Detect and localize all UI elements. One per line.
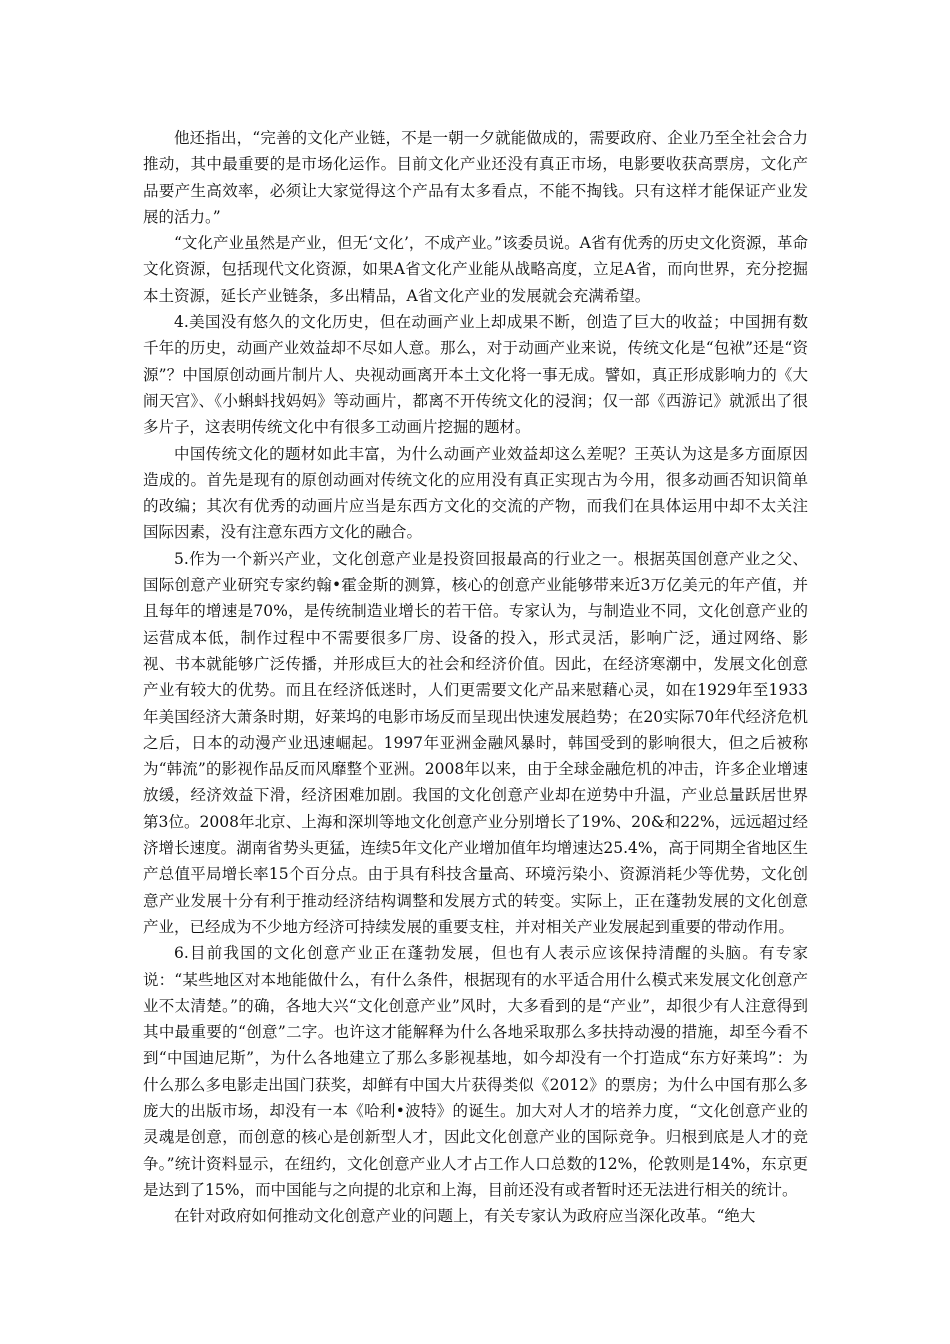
paragraph-5: 5.作为一个新兴产业，文化创意产业是投资回报最高的行业之一。根据英国创意产业之父、国际创意产业研究专家约翰•霍金斯的测算，核心的创意产业能够带来近3万亿美元的年产值，并且每年的增速是70%，是传统制造业增长的若干倍。专家认为，与制造业不同，文化创意产业的运营成本低，制作过程中不需要很多厂房、设备的投入，形式灵活，影响广泛，通过网络、影视、书本就能够广泛传播，并形成巨大的社会和经济价值。因此，在经济寒潮中，发展文化创意产业有较大的优势。而且在经济低迷时，人们更需要文化产品来慰藉心灵，如在1929年至1933年美国经济大萧条时期，好莱坞的电影市场反而呈现出快速发展趋势；在20实际70年代经济危机之后，日本的动漫产业迅速崛起。1997年亚洲金融风暴时，韩国受到的影响很大，但之后被称为“韩流”的影视作品反而风靡整个亚洲。2008年以来，由于全球金融危机的冲击，许多企业增速放缓，经济效益下滑，经济困难加剧。我国的文化创意产业却在逆势中升温，产业总量跃居世界第3位。2008年北京、上海和深圳等地文化创意产业分别增长了19%、20&和22%，远远超过经济增长速度。湖南省势头更猛，连续5年文化产业增加值年均增速达25.4%，高于同期全省地区生产总值平局增长率15个百分点。由于具有科技含量高、环境污染小、资源消耗少等优势，文化创意产业发展十分有利于推动经济结构调整和发展方式的转变。实际上，正在蓬勃发展的文化创意产业，已经成为不少地方经济可持续发展的重要支柱，并对相关产业发展起到重要的带动作用。 <box>143 549 808 936</box>
paragraph-6: 6.目前我国的文化创意产业正在蓬勃发展，但也有人表示应该保持清醒的头脑。有专家说：“某些地区对本地能做什么，有什么条件，根据现有的水平适合用什么模式来发展文化创意产业不太清楚。”的确，各地大兴“文化创意产业”风时，大多看到的是“产业”，却很少有人注意得到其中最重要的“创意”二字。也许这才能解释为什么各地采取那么多扶持动漫的措施，却至今看不到“中国迪尼斯”，为什么各地建立了那么多影视基地，如今却没有一个打造成“东方好莱坞”：为什么那么多电影走出国门获奖，却鲜有中国大片获得类似《2012》的票房；为什么中国有那么多庞大的出版市场，却没有一本《哈利•波特》的诞生。加大对人才的培养力度，“文化创意产业的灵魂是创意，而创意的核心是创新型人才，因此文化创意产业的国际竞争。归根到底是人才的竞争。”统计资料显示，在纽约，文化创意产业人才占工作人口总数的12%，伦敦则是14%，东京更是达到了15%，而中国能与之向提的北京和上海，目前还没有或者暂时还无法进行相关的统计。 <box>143 944 808 1199</box>
paragraph-4: 中国传统文化的题材如此丰富，为什么动画产业效益却这么差呢？王英认为这是多方面原因造成的。首先是现有的原创动画对传统文化的应用没有真正实现古为今用，很多动画否知识简单的改编；其次有优秀的动画片应当是东西方文化的交流的产物，而我们在具体运用中却不太关注国际因素，没有注意东西方文化的融合。 <box>143 444 808 542</box>
paragraph-2: “文化产业虽然是产业，但无‘文化’，不成产业。”该委员说。A省有优秀的历史文化资源，革命文化资源，包括现代文化资源，如果A省文化产业能从战略高度，立足A省，而向世界，充分挖掘本土资源，延长产业链条，多出精品，A省文化产业的发展就会充满希望。 <box>143 234 808 305</box>
paragraph-1: 他还指出，“完善的文化产业链，不是一朝一夕就能做成的，需要政府、企业乃至全社会合力推动，其中最重要的是市场化运作。目前文化产业还没有真正市场，电影要收获高票房，文化产品要产生高效率，必须让大家觉得这个产品有太多看点，不能不掏钱。只有这样才能保证产业发展的活力。” <box>143 129 808 226</box>
paragraph-3: 4.美国没有悠久的文化历史，但在动画产业上却成果不断，创造了巨大的收益；中国拥有数千年的历史，动画产业效益却不尽如人意。那么，对于动画产业来说，传统文化是“包袱”还是“资源”？中国原创动画片制片人、央视动画离开本土文化将一事无成。譬如，真正形成影响力的《大闹天宫》、《小蝌蚪找妈妈》等动画片，都离不开传统文化的浸润；仅一部《西游记》就派出了很多片子，这表明传统文化中有很多工动画片挖掘的题材。 <box>143 313 808 437</box>
paragraph-7: 在针对政府如何推动文化创意产业的问题上，有关专家认为政府应当深化改革。“绝大 <box>174 1207 756 1226</box>
document-body <box>143 125 808 1229</box>
